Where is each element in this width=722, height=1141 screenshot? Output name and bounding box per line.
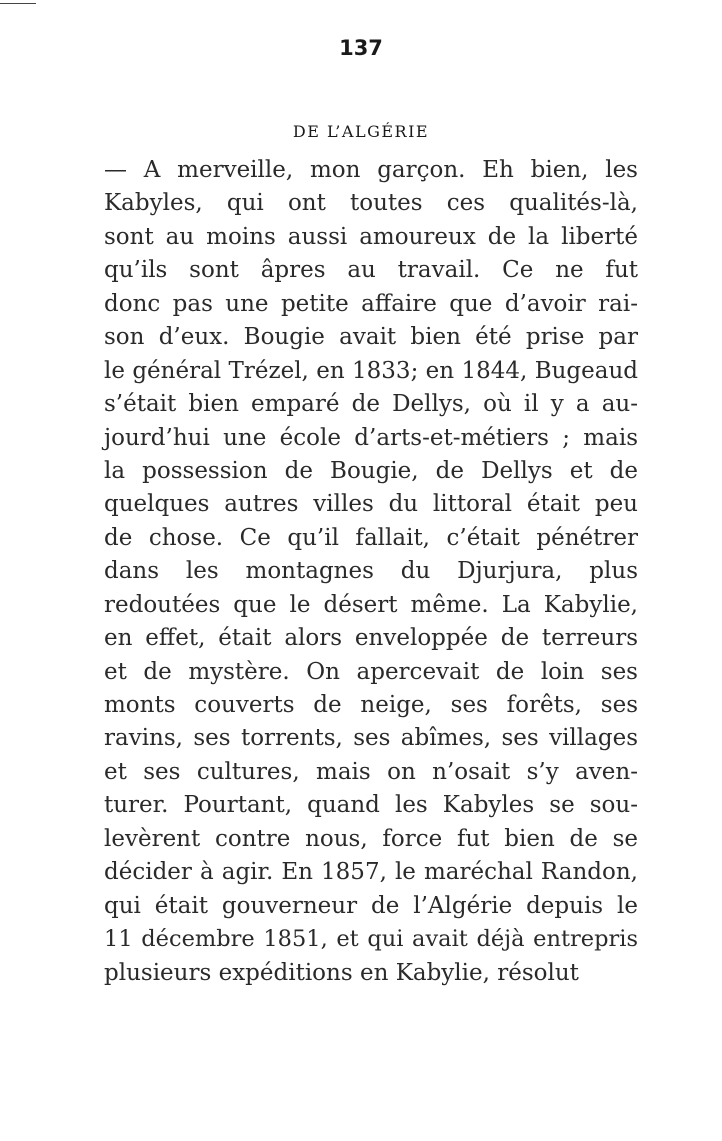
text-line: en effet, était alors enveloppée de terreurs (104, 625, 638, 652)
text-line: la possession de Bougie, de Dellys et de (104, 457, 638, 484)
text-line: qu’ils sont âpres au travail. Ce ne fut (104, 257, 638, 284)
text-line: s’était bien emparé de Dellys, où il y a au- (104, 391, 638, 418)
corner-rule (0, 3, 36, 4)
text-line: son d’eux. Bougie avait bien été prise par (104, 324, 638, 351)
text-line: de chose. Ce qu’il fallait, c’était pénétrer (104, 524, 638, 551)
text-line: monts couverts de neige, ses forêts, ses (104, 692, 638, 718)
text-line: redoutées que le désert même. La Kabylie, (104, 591, 638, 618)
text-line: et ses cultures, mais on n’osait s’y aven- (104, 758, 638, 785)
text-line: turer. Pourtant, quand les Kabyles se sou- (104, 792, 638, 819)
text-line: ravins, ses torrents, ses abîmes, ses villages (104, 725, 638, 752)
text-line: 11 décembre 1851, et qui avait déjà entrepris (104, 926, 638, 953)
running-head: DE L’ALGÉRIE (292, 122, 430, 141)
text-line: sont au moins aussi amoureux de la liberté (104, 223, 638, 250)
text-line: Kabyles, qui ont toutes ces qualités-là, (104, 190, 638, 217)
text-line: décider à agir. En 1857, le maréchal Randon, (104, 859, 638, 886)
text-line: quelques autres villes du littoral était peu (104, 491, 638, 518)
text-line: le général Trézel, en 1833; en 1844, Bugeaud (104, 357, 638, 384)
text-line: donc pas une petite affaire que d’avoir rai- (104, 290, 638, 317)
text-line: levèrent contre nous, force fut bien de se (104, 825, 638, 852)
body-text (104, 154, 638, 990)
text-line: qui était gouverneur de l’Algérie depuis le (104, 892, 638, 919)
page-number: 137 (339, 36, 383, 60)
text-line: jourd’hui une école d’arts-et-métiers ; mais (104, 424, 638, 451)
text-line: et de mystère. On apercevait de loin ses (104, 658, 638, 685)
text-line: — A merveille, mon garçon. Eh bien, les (104, 157, 638, 183)
text-line: dans les montagnes du Djurjura, plus (104, 558, 638, 585)
text-line: plusieurs expéditions en Kabylie, résolut (104, 959, 579, 986)
